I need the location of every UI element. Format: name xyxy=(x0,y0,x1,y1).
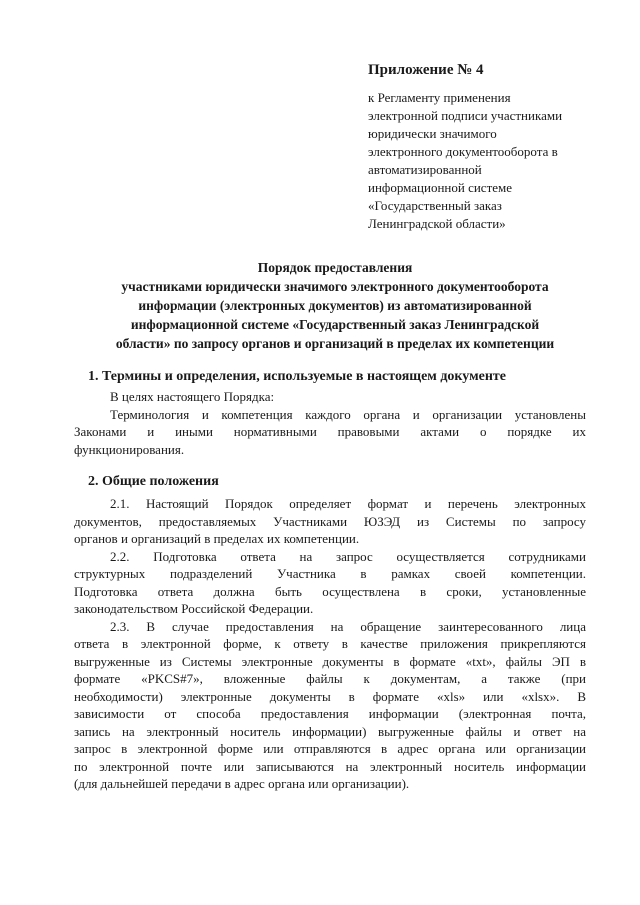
appendix-title: Приложение № 4 xyxy=(368,62,484,78)
section-1-body xyxy=(74,388,586,458)
section-1-heading: 1. Термины и определения, используемые в настоящем документе xyxy=(88,369,507,384)
title-line: участниками юридически значимого электронного документооборота xyxy=(121,279,549,294)
appendix-line: юридически значимого xyxy=(368,126,497,141)
paragraph-line: Законами и иными нормативными правовыми актами о порядке их xyxy=(74,424,586,439)
appendix-line: электронной подписи участниками xyxy=(368,108,563,123)
appendix-line: информационной системе xyxy=(368,180,513,195)
appendix-line: электронного документооборота в xyxy=(368,144,558,159)
paragraph-line: структурных подразделений Участника в рамках своей компетенции. xyxy=(74,566,586,581)
title-line: информационной системе «Государственный заказ Ленинградской xyxy=(130,317,540,332)
paragraph-line: документов, предоставляемых Участниками ЮЗЭД из Системы по запросу xyxy=(74,513,586,529)
title-line: области» по запросу органов и организаций в пределах их компетенции xyxy=(115,336,555,351)
paragraph-line: (для дальнейшей передачи в адрес органа или организации). xyxy=(74,776,410,791)
appendix-line: автоматизированной xyxy=(368,162,482,177)
paragraph-line: формате «PKCS#7», вложенные файлы к документам, а также (при xyxy=(74,671,586,686)
title-line: Порядок предоставления xyxy=(257,260,413,275)
paragraph-line: Подготовка ответа должна быть осуществлена в сроки, установленные xyxy=(74,583,586,599)
appendix-line: Ленинградской области» xyxy=(368,216,506,231)
paragraph-line: В целях настоящего Порядка: xyxy=(110,389,275,404)
paragraph-line: 2.3. В случае предоставления на обращение заинтересованного лица xyxy=(110,618,586,634)
paragraph-line: запись на электронный носитель информации) выгруженные файлы и ответ на xyxy=(74,723,586,739)
section-2-body xyxy=(74,495,586,793)
section-2-heading: 2. Общие положения xyxy=(88,474,219,489)
appendix-line: «Государственный заказ xyxy=(368,198,502,213)
appendix-block xyxy=(368,62,608,233)
paragraph-line: функционирования. xyxy=(74,441,185,457)
document-title xyxy=(70,258,600,353)
paragraph-line: по электронной почте или записываются на электронный носитель информации xyxy=(74,758,586,774)
paragraph-line: ответа в электронной форме, к ответу в качестве приложения прикрепляются xyxy=(74,636,586,651)
appendix-line: к Регламенту применения xyxy=(368,90,511,105)
paragraph-line: Терминология и компетенция каждого органа и организации установлены xyxy=(110,406,586,422)
paragraph-line: запрос в электронной форме или отправляются в адрес органа или организации xyxy=(74,741,586,756)
paragraph-line: законодательством Российской Федерации. xyxy=(74,601,314,616)
paragraph-line: выгруженные из Системы электронные документы в формате «txt», файлы ЭП в xyxy=(74,653,586,669)
paragraph-line: зависимости от способа предоставления информации (электронная почта, xyxy=(74,706,586,721)
paragraph-line: 2.2. Подготовка ответа на запрос осуществляется сотрудниками xyxy=(110,548,586,564)
paragraph-line: 2.1. Настоящий Порядок определяет формат и перечень электронных xyxy=(110,496,586,511)
paragraph-line: органов и организаций в пределах их компетенции. xyxy=(74,531,360,546)
paragraph-line: необходимости) электронные документы в формате «xls» или «xlsx». В xyxy=(74,688,586,704)
title-line: информации (электронных документов) из автоматизированной xyxy=(138,298,532,313)
